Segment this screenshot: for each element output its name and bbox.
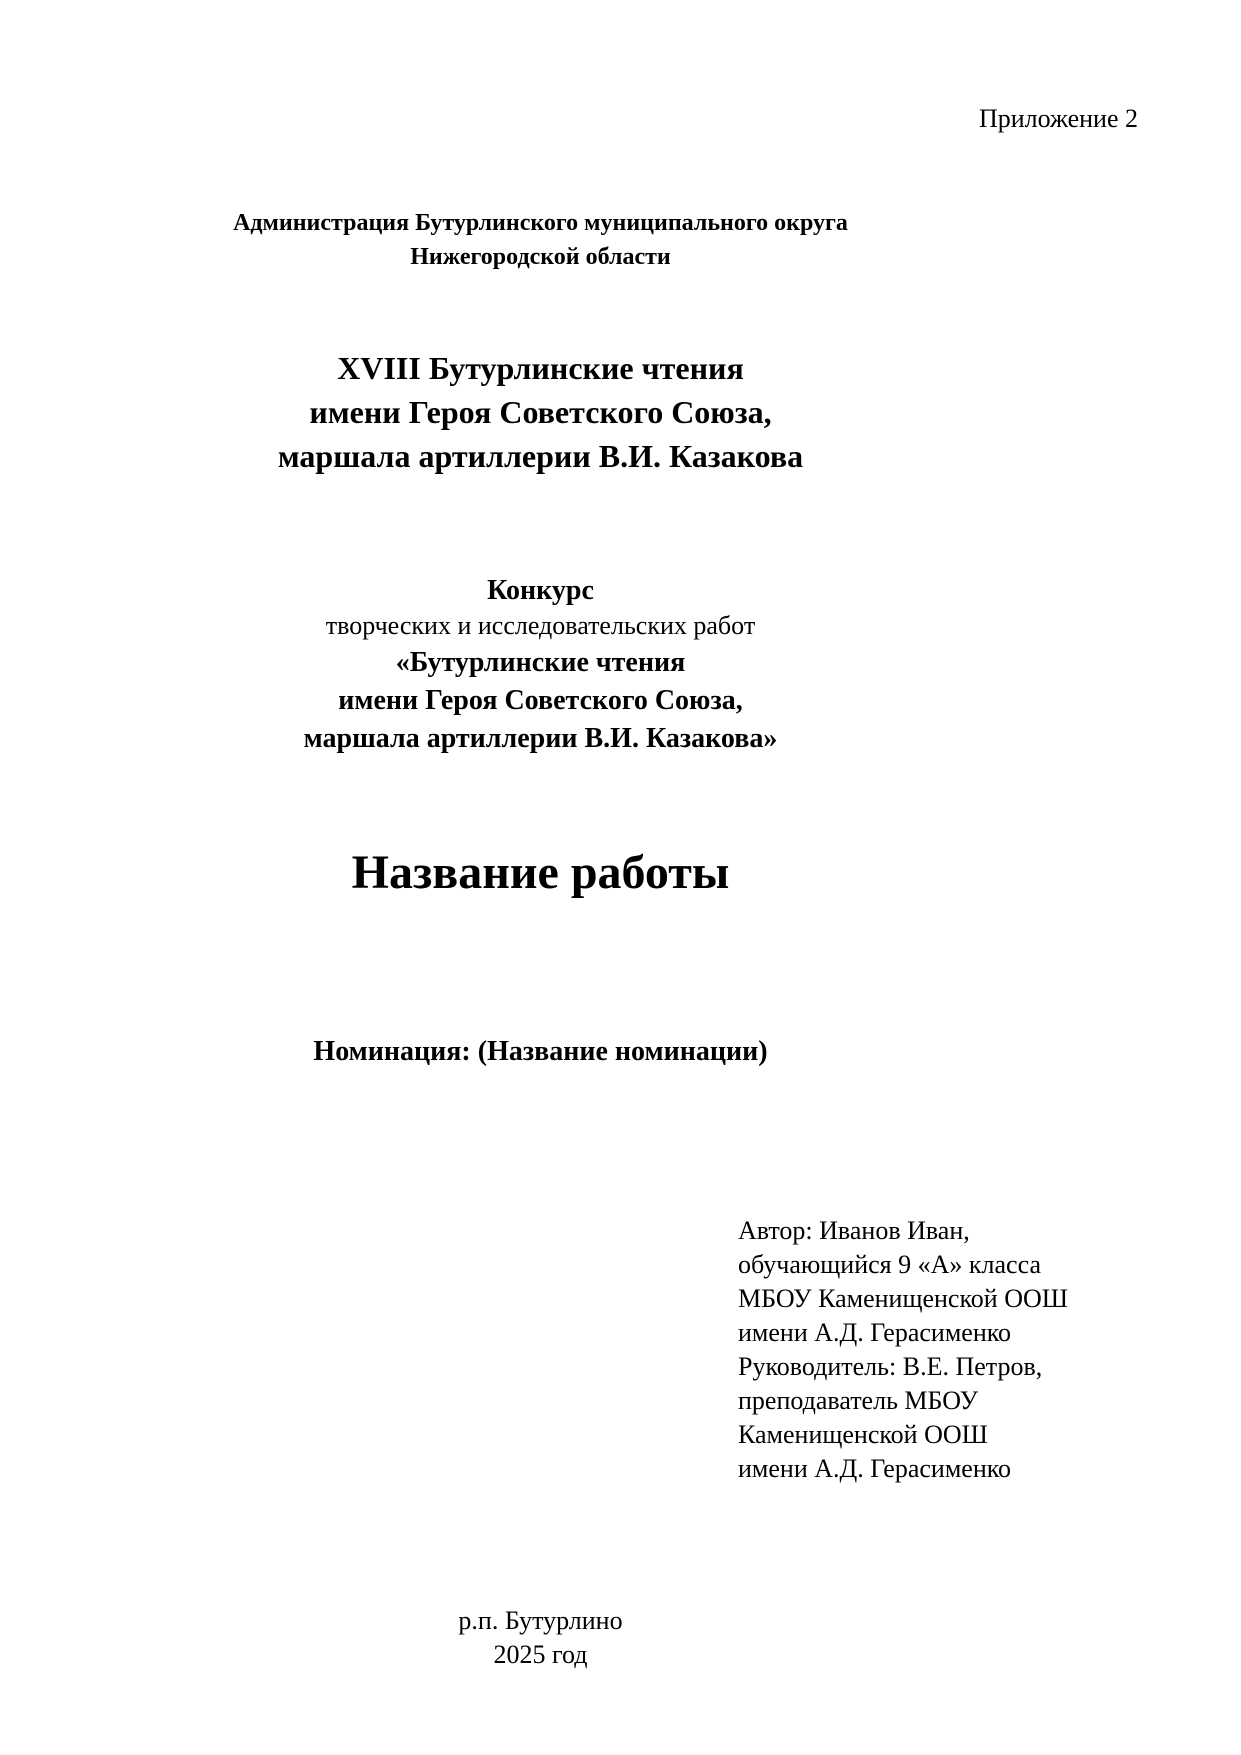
supervisor-line: имени А.Д. Герасименко	[738, 1454, 1012, 1483]
contest-name	[0, 644, 1161, 758]
contest-title: Конкурс	[487, 575, 594, 606]
supervisor-line: преподаватель МБОУ	[738, 1386, 979, 1415]
contest-name-line-2: имени Героя Советского Союза,	[338, 685, 743, 716]
administration-header	[0, 206, 1161, 274]
administration-line-2: Нижегородской области	[410, 244, 671, 270]
author-line: обучающийся 9 «А» класса	[738, 1250, 1041, 1279]
readings-line-2: имени Героя Советского Союза,	[309, 394, 772, 430]
footer	[0, 1604, 1161, 1672]
nomination-label: Номинация: (Название номинации)	[313, 1036, 768, 1067]
work-title: Название работы	[351, 846, 730, 899]
author-line: имени А.Д. Герасименко	[738, 1318, 1012, 1347]
author-line: МБОУ Каменищенской ООШ	[738, 1284, 1068, 1313]
readings-title	[0, 346, 1161, 478]
readings-line-1: XVIII Бутурлинские чтения	[337, 350, 744, 386]
appendix-label: Приложение 2	[978, 104, 1138, 133]
supervisor-line: Каменищенской ООШ	[738, 1420, 988, 1449]
contest-name-line-3: маршала артиллерии В.И. Казакова»	[303, 723, 778, 754]
readings-line-3: маршала артиллерии В.И. Казакова	[277, 438, 804, 474]
supervisor-line: Руководитель: В.Е. Петров,	[738, 1352, 1043, 1381]
author-info-block	[738, 1214, 1158, 1486]
footer-year: 2025 год	[493, 1640, 588, 1669]
author-line: Автор: Иванов Иван,	[738, 1216, 970, 1245]
administration-line-1: Администрация Бутурлинского муниципального округа	[233, 210, 848, 236]
contest-name-line-1: «Бутурлинские чтения	[395, 647, 686, 678]
footer-place: р.п. Бутурлино	[458, 1606, 623, 1635]
contest-subtitle: творческих и исследовательских работ	[325, 611, 756, 640]
